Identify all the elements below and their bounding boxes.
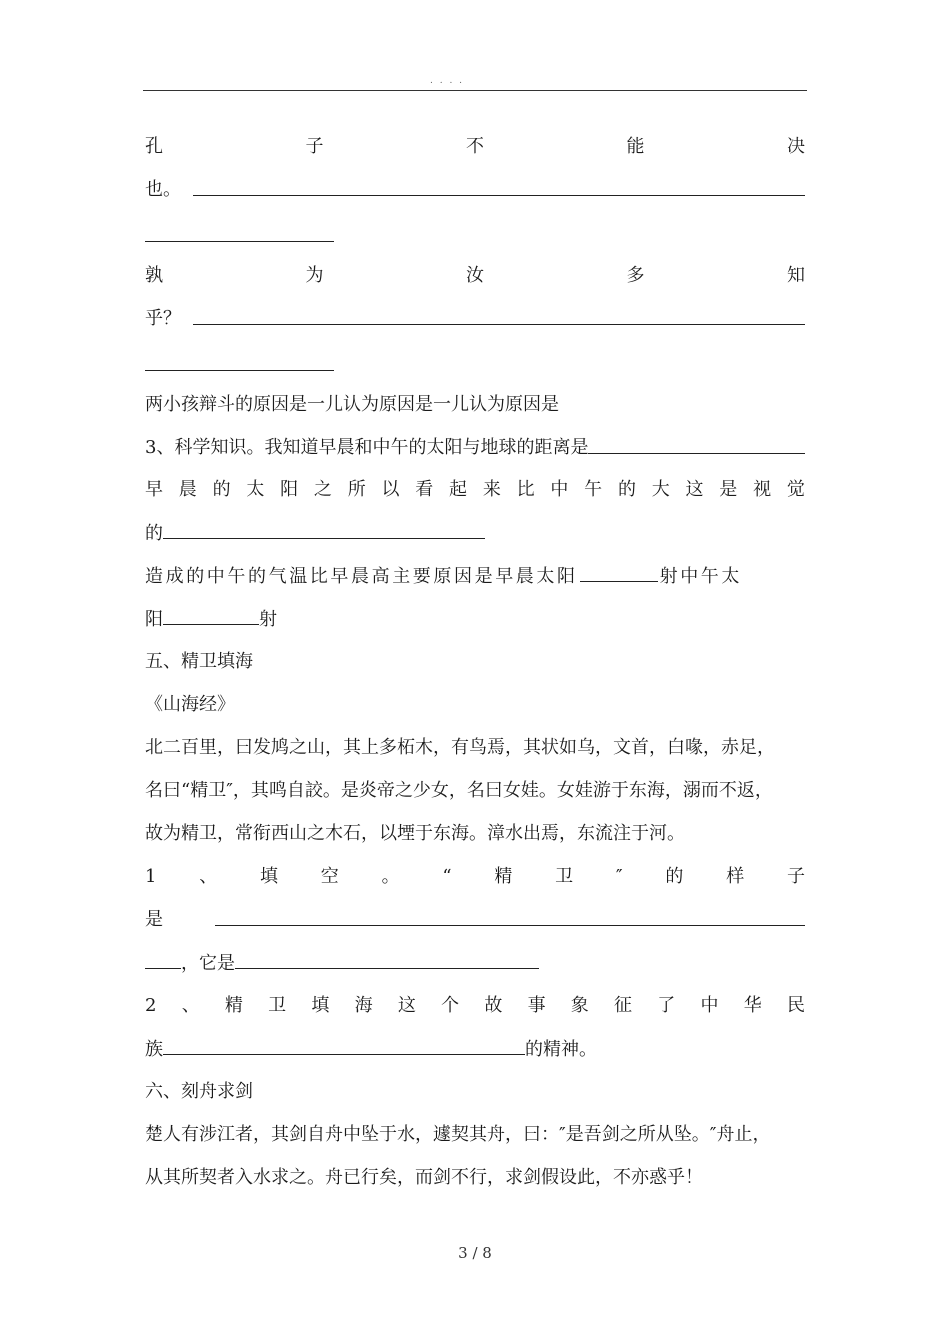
char: 空 (320, 866, 339, 887)
answer-blank[interactable] (580, 561, 658, 582)
char: 的 (665, 866, 684, 887)
char: 以 (381, 479, 400, 500)
line-text: 是 (145, 909, 163, 930)
char: 阳 (280, 479, 299, 500)
char: 视 (753, 479, 772, 500)
line-text: 阳 (145, 609, 163, 630)
char: 孔 (145, 136, 163, 157)
line-text: 族 (145, 1039, 163, 1060)
char: 、 (181, 995, 200, 1016)
line-text: 的精神。 (525, 1039, 597, 1060)
answer-blank[interactable] (163, 1034, 525, 1055)
line-text: 射 (259, 609, 277, 630)
text-line-4 (145, 304, 805, 334)
question-2-line (145, 991, 805, 1021)
char: 比 (516, 479, 535, 500)
char: 决 (787, 136, 805, 157)
section-6-title: 六、刻舟求剑 (145, 1081, 253, 1102)
answer-blank[interactable] (588, 433, 805, 454)
char: 华 (743, 995, 762, 1016)
char: 孰 (145, 265, 163, 286)
section-6-para-line-2: 从其所契者入水求之。舟已行矣，而剑不行，求剑假设此，不亦惑乎！ (145, 1167, 703, 1188)
text-line-2 (145, 175, 805, 205)
char: 精 (224, 995, 243, 1016)
char: 的 (617, 479, 636, 500)
char: 早 (145, 479, 163, 500)
char: 卫 (555, 866, 574, 887)
line-text: 的 (145, 523, 163, 544)
section-5-source: 《山海经》 (145, 694, 235, 715)
line-text: ，它是 (181, 953, 235, 974)
char: 这 (685, 479, 704, 500)
char: 多 (626, 265, 645, 286)
text-line-9 (145, 561, 805, 591)
char: 征 (614, 995, 633, 1016)
answer-blank[interactable] (193, 304, 805, 325)
char: 。 (381, 866, 400, 887)
line-text: 造成的中午的气温比早晨高主要原因是早晨太阳 (145, 566, 578, 587)
line-text: 射中午太 (659, 566, 743, 587)
text-line-5: 两小孩辩斗的原因是一儿认为原因是一儿认为原因是 (145, 394, 559, 415)
char: 个 (441, 995, 460, 1016)
char: 子 (786, 866, 805, 887)
line-text: 也。 (145, 179, 181, 200)
page-number: 3 / 8 (458, 1244, 492, 1262)
char: 民 (786, 995, 805, 1016)
char: 事 (527, 995, 546, 1016)
char: 觉 (786, 479, 805, 500)
char: 为 (305, 265, 324, 286)
answer-blank[interactable] (145, 241, 334, 242)
char: 知 (787, 265, 805, 286)
header-rule (143, 90, 807, 91)
char: 中 (550, 479, 569, 500)
char: 汝 (466, 265, 484, 286)
char: 故 (484, 995, 503, 1016)
char: 所 (347, 479, 366, 500)
answer-blank[interactable] (235, 948, 539, 969)
answer-blank[interactable] (163, 518, 485, 539)
section-5-para-line-1: 北二百里，曰发鸠之山，其上多柘木，有鸟焉，其状如乌，文首，白喙，赤足， (145, 737, 775, 758)
char: 午 (584, 479, 603, 500)
char: 1 (145, 866, 157, 887)
text-line-10 (145, 604, 805, 634)
answer-blank[interactable] (145, 948, 181, 969)
char: 大 (651, 479, 670, 500)
char: 填 (260, 866, 279, 887)
char: ″ (615, 866, 623, 887)
char: 之 (313, 479, 332, 500)
char: 象 (570, 995, 589, 1016)
section-5-title: 五、精卫填海 (145, 651, 253, 672)
char: “ (442, 866, 452, 887)
char: 样 (726, 866, 745, 887)
char: 了 (657, 995, 676, 1016)
char: 是 (719, 479, 738, 500)
header-dots: . . . . (430, 76, 465, 86)
text-line-6 (145, 433, 805, 463)
text-line-7 (145, 475, 805, 505)
char: 晨 (178, 479, 197, 500)
question-2-answer-line (145, 1034, 805, 1064)
line-text: 3、科学知识。我知道早晨和中午的太阳与地球的距离是 (145, 437, 589, 458)
char: 精 (494, 866, 513, 887)
char: 填 (311, 995, 330, 1016)
section-5-para-line-2: 名曰“精卫″，其鸣自詨。是炎帝之少女，名曰女娃。女娃游于东海，溺而不返， (145, 780, 773, 801)
char: 看 (415, 479, 434, 500)
answer-blank[interactable] (145, 370, 334, 371)
char: 不 (466, 136, 484, 157)
answer-blank[interactable] (163, 604, 259, 625)
answer-blank[interactable] (215, 905, 805, 926)
char: 海 (354, 995, 373, 1016)
text-line-3 (145, 261, 805, 291)
line-text: 乎？ (145, 308, 181, 329)
char: 2 (145, 995, 157, 1016)
question-1-answer-line-2 (145, 948, 805, 978)
text-line-1 (145, 132, 805, 162)
char: 、 (199, 866, 218, 887)
text-line-8 (145, 518, 805, 548)
char: 中 (700, 995, 719, 1016)
char: 的 (212, 479, 231, 500)
section-5-para-line-3: 故为精卫，常衔西山之木石，以堙于东海。漳水出焉，东流注于河。 (145, 823, 685, 844)
answer-blank[interactable] (193, 175, 805, 196)
char: 起 (449, 479, 468, 500)
char: 子 (305, 136, 324, 157)
question-1-line (145, 862, 805, 892)
char: 来 (482, 479, 501, 500)
char: 太 (246, 479, 265, 500)
question-1-answer-line (145, 905, 805, 935)
char: 卫 (268, 995, 287, 1016)
char: 这 (397, 995, 416, 1016)
section-6-para-line-1: 楚人有涉江者，其剑自舟中坠于水，遽契其舟，曰：″是吾剑之所从坠。″舟止， (145, 1124, 771, 1145)
char: 能 (626, 136, 645, 157)
